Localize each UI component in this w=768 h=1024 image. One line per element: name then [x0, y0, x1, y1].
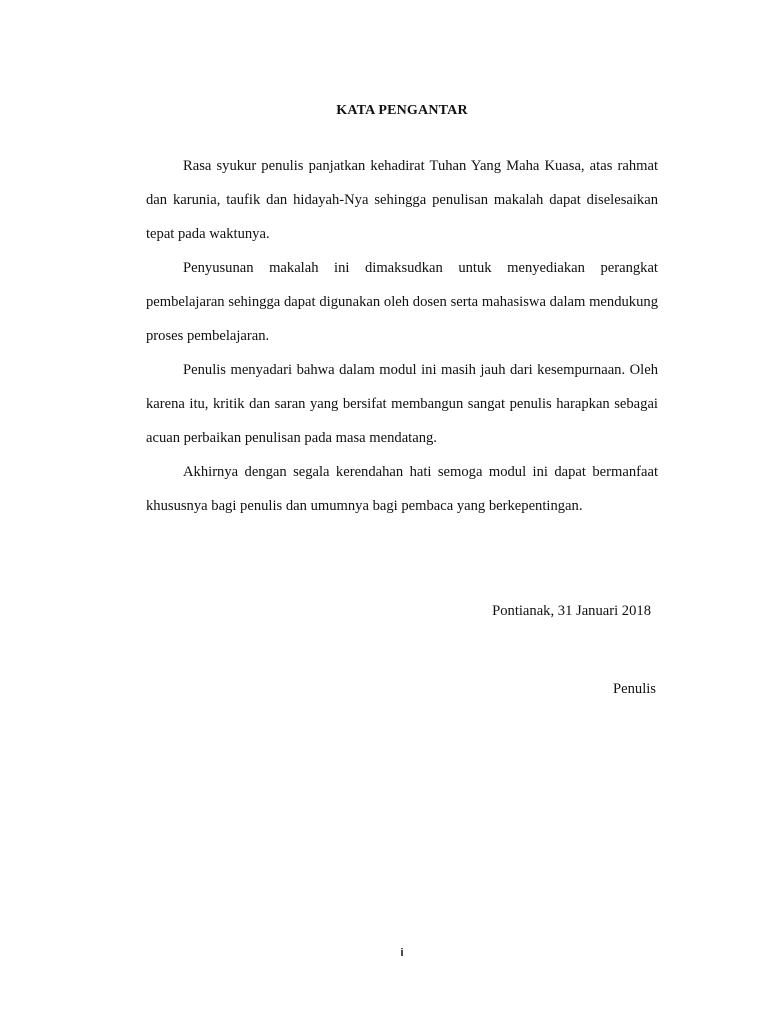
paragraph: Akhirnya dengan segala kerendahan hati semoga modul ini dapat bermanfaat khususnya bagi penulis dan umumnya bagi pembaca yang berkepentingan. — [146, 464, 658, 514]
paragraph: Rasa syukur penulis panjatkan kehadirat Tuhan Yang Maha Kuasa, atas rahmat dan karunia, taufik dan hidayah-Nya sehingga penulisan makalah dapat diselesaikan tepat pada waktunya. — [146, 158, 658, 242]
page-title: KATA PENGANTAR — [336, 103, 468, 118]
page-number: i — [400, 947, 404, 959]
paragraph: Penyusunan makalah ini dimaksudkan untuk menyediakan perangkat pembelajaran sehingga dapat digunakan oleh dosen serta mahasiswa dalam mendukung proses pembelajaran. — [146, 260, 658, 344]
paragraph: Penulis menyadari bahwa dalam modul ini masih jauh dari kesempurnaan. Oleh karena itu, kritik dan saran yang bersifat membangun sangat penulis harapkan sebagai acuan perbaikan penulisan pada masa mendatang. — [146, 362, 658, 446]
place-date: Pontianak, 31 Januari 2018 — [492, 603, 651, 619]
body-text — [146, 149, 658, 523]
signer-name: Penulis — [613, 681, 656, 697]
